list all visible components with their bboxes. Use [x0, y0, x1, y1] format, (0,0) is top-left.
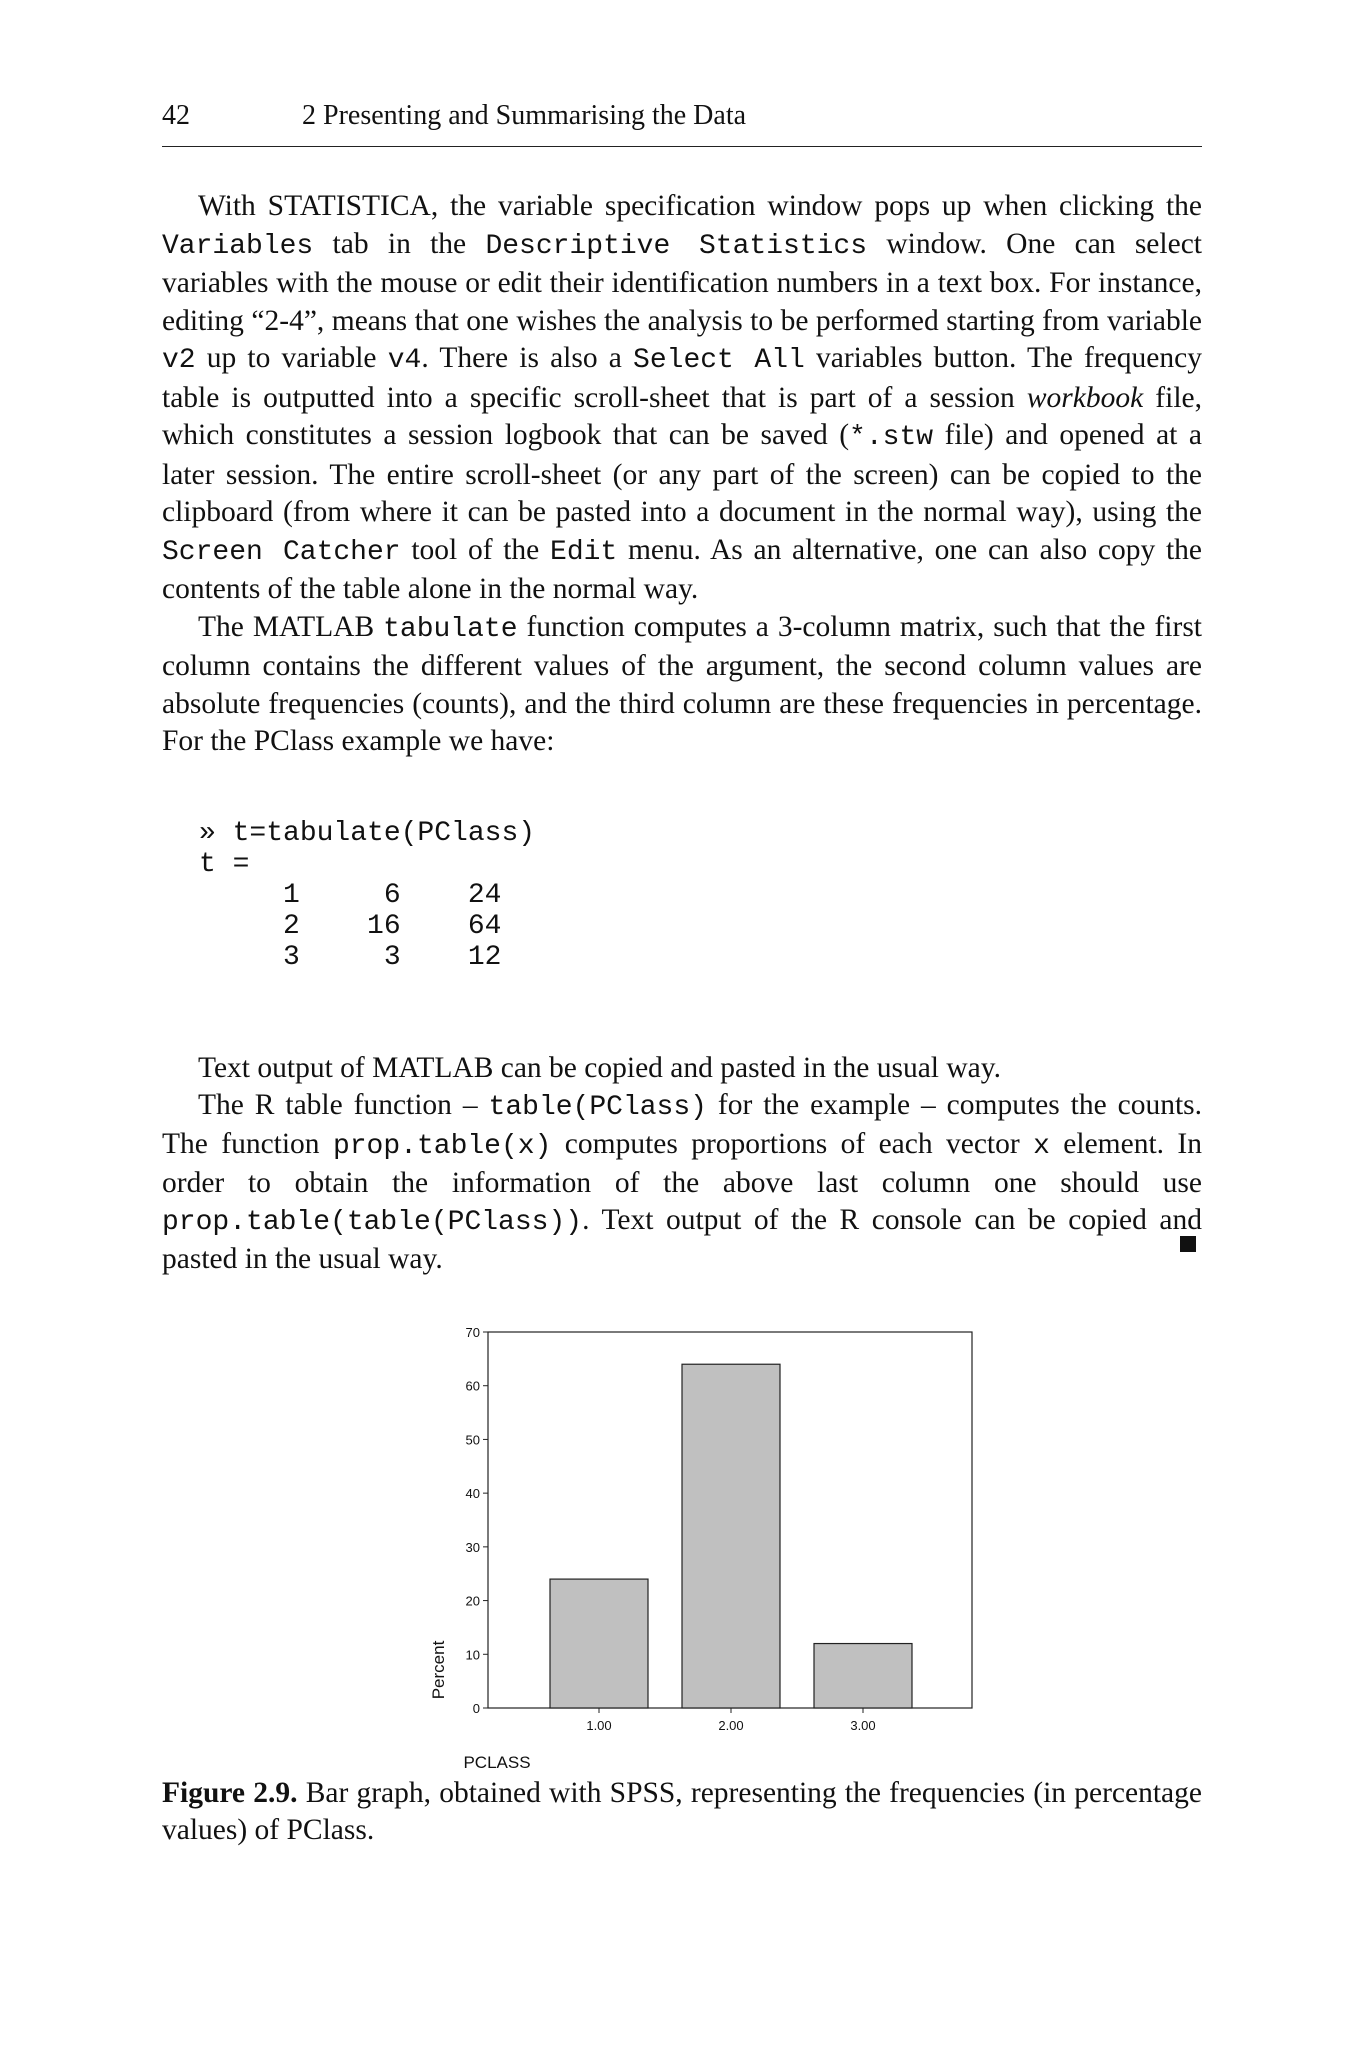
- y-tick-label: 30: [465, 1539, 480, 1555]
- x-tick-label: 3.00: [850, 1718, 876, 1733]
- text-run: window. One can select variables with the mouse or edit their identification numbers in a text box. For instance, editing “2-4”, means that one wishes the analysis to be performed starting from variable: [162, 227, 1202, 337]
- text-run: element. In order to obtain the information of the above last column one should use: [162, 1128, 1202, 1199]
- text-run: The MATLAB: [198, 610, 384, 643]
- code-select-all: Select All: [633, 345, 805, 376]
- text-run: for the example – computes the counts. The function: [162, 1089, 1202, 1160]
- text-run: . There is also a: [421, 342, 634, 374]
- text-run: The R table function –: [198, 1089, 489, 1121]
- body-text-bottom: [162, 1050, 1202, 1278]
- code-block: [199, 818, 535, 973]
- code-line: » t=tabulate(PClass): [199, 818, 536, 849]
- chapter-title: 2 Presenting and Summarising the Data: [302, 100, 747, 131]
- code-prop-table-table: prop.table(table(PClass)): [162, 1207, 583, 1238]
- x-tick-label: 2.00: [718, 1718, 744, 1733]
- text-run: Text output of MATLAB can be copied and pasted in the usual way.: [198, 1052, 1001, 1084]
- code-v4: v4: [387, 345, 422, 376]
- bar-3.00: [814, 1644, 912, 1708]
- text-run: file, which constitutes a session logbook that can be saved (: [162, 381, 1202, 451]
- page-number: 42: [162, 100, 190, 131]
- y-axis-label: Percent: [429, 1640, 448, 1700]
- bar-2.00: [682, 1364, 780, 1708]
- code-line: 1 6 24: [199, 880, 502, 911]
- y-tick-label: 60: [465, 1378, 480, 1394]
- paragraph-matlab-output: [162, 1050, 1202, 1087]
- text-run: up to variable: [195, 342, 388, 374]
- paragraph-statistica: [162, 188, 1202, 609]
- code-edit: Edit: [550, 536, 618, 568]
- code-variables: Variables: [162, 230, 314, 262]
- text-run: tool of the: [400, 533, 551, 566]
- text-run: file) and opened at a later session. The entire scroll-sheet (or any part of the screen) can be copied to the clipboard (from where it can be pasted into a document in the normal way), using the: [162, 419, 1202, 528]
- code-stw: *.stw: [849, 422, 934, 453]
- text-run: function computes a 3-column matrix, such that the first column contains the different values of the argument, the second column values are absolute frequencies (counts), and the third column are these frequencies in percentage. For the PClass example we have:: [162, 610, 1202, 757]
- running-header: [162, 96, 1202, 147]
- y-tick-label: 0: [472, 1701, 480, 1716]
- code-tabulate: tabulate: [383, 613, 518, 645]
- text-run: computes proportions of each vector: [551, 1128, 1034, 1160]
- y-tick-label: 70: [465, 1325, 480, 1340]
- figure-label: Figure 2.9.: [162, 1777, 298, 1809]
- x-axis: [586, 1708, 875, 1733]
- code-screen-catcher: Screen Catcher: [162, 536, 401, 568]
- code-table-pclass: table(PClass): [488, 1092, 707, 1123]
- code-x: x: [1033, 1131, 1050, 1162]
- x-tick-label: 1.00: [586, 1718, 612, 1733]
- code-line: 2 16 64: [199, 911, 502, 942]
- code-prop-table-x: prop.table(x): [332, 1131, 552, 1162]
- y-tick-label: 40: [465, 1486, 480, 1502]
- text-run: variables button. The frequency table is outputted into a specific scroll-sheet that is part of a session: [162, 342, 1202, 414]
- body-text-top: [162, 188, 1202, 761]
- text-run: With STATISTICA, the variable specification window pops up when clicking the: [198, 190, 1202, 222]
- x-axis-label: PCLASS: [463, 1753, 531, 1772]
- y-tick-label: 10: [465, 1647, 480, 1663]
- figure-caption: [162, 1775, 1202, 1849]
- caption-text: Bar graph, obtained with SPSS, representing the frequencies (in percentage values) of PClass.: [162, 1777, 1202, 1846]
- paragraph-r: [162, 1087, 1202, 1278]
- emphasis-workbook: workbook: [1026, 381, 1144, 414]
- y-tick-label: 20: [465, 1593, 480, 1609]
- text-run: . Text output of the R console can be copied and pasted in the usual way.: [162, 1204, 1202, 1275]
- bar-chart: [420, 1318, 1000, 1778]
- code-line: 3 3 12: [199, 942, 502, 973]
- code-line: t =: [199, 849, 250, 880]
- text-run: tab in the: [313, 227, 486, 260]
- code-v2: v2: [162, 345, 196, 376]
- end-of-example-mark: [1180, 1236, 1196, 1252]
- bar-1.00: [550, 1579, 648, 1708]
- paragraph-matlab: [162, 609, 1202, 761]
- bars: [550, 1364, 912, 1708]
- y-axis: [466, 1325, 488, 1716]
- y-tick-label: 50: [465, 1432, 480, 1448]
- code-descriptive-statistics: Descriptive Statistics: [485, 230, 868, 262]
- text-run: menu. As an alternative, one can also copy the contents of the table alone in the normal way.: [162, 533, 1202, 605]
